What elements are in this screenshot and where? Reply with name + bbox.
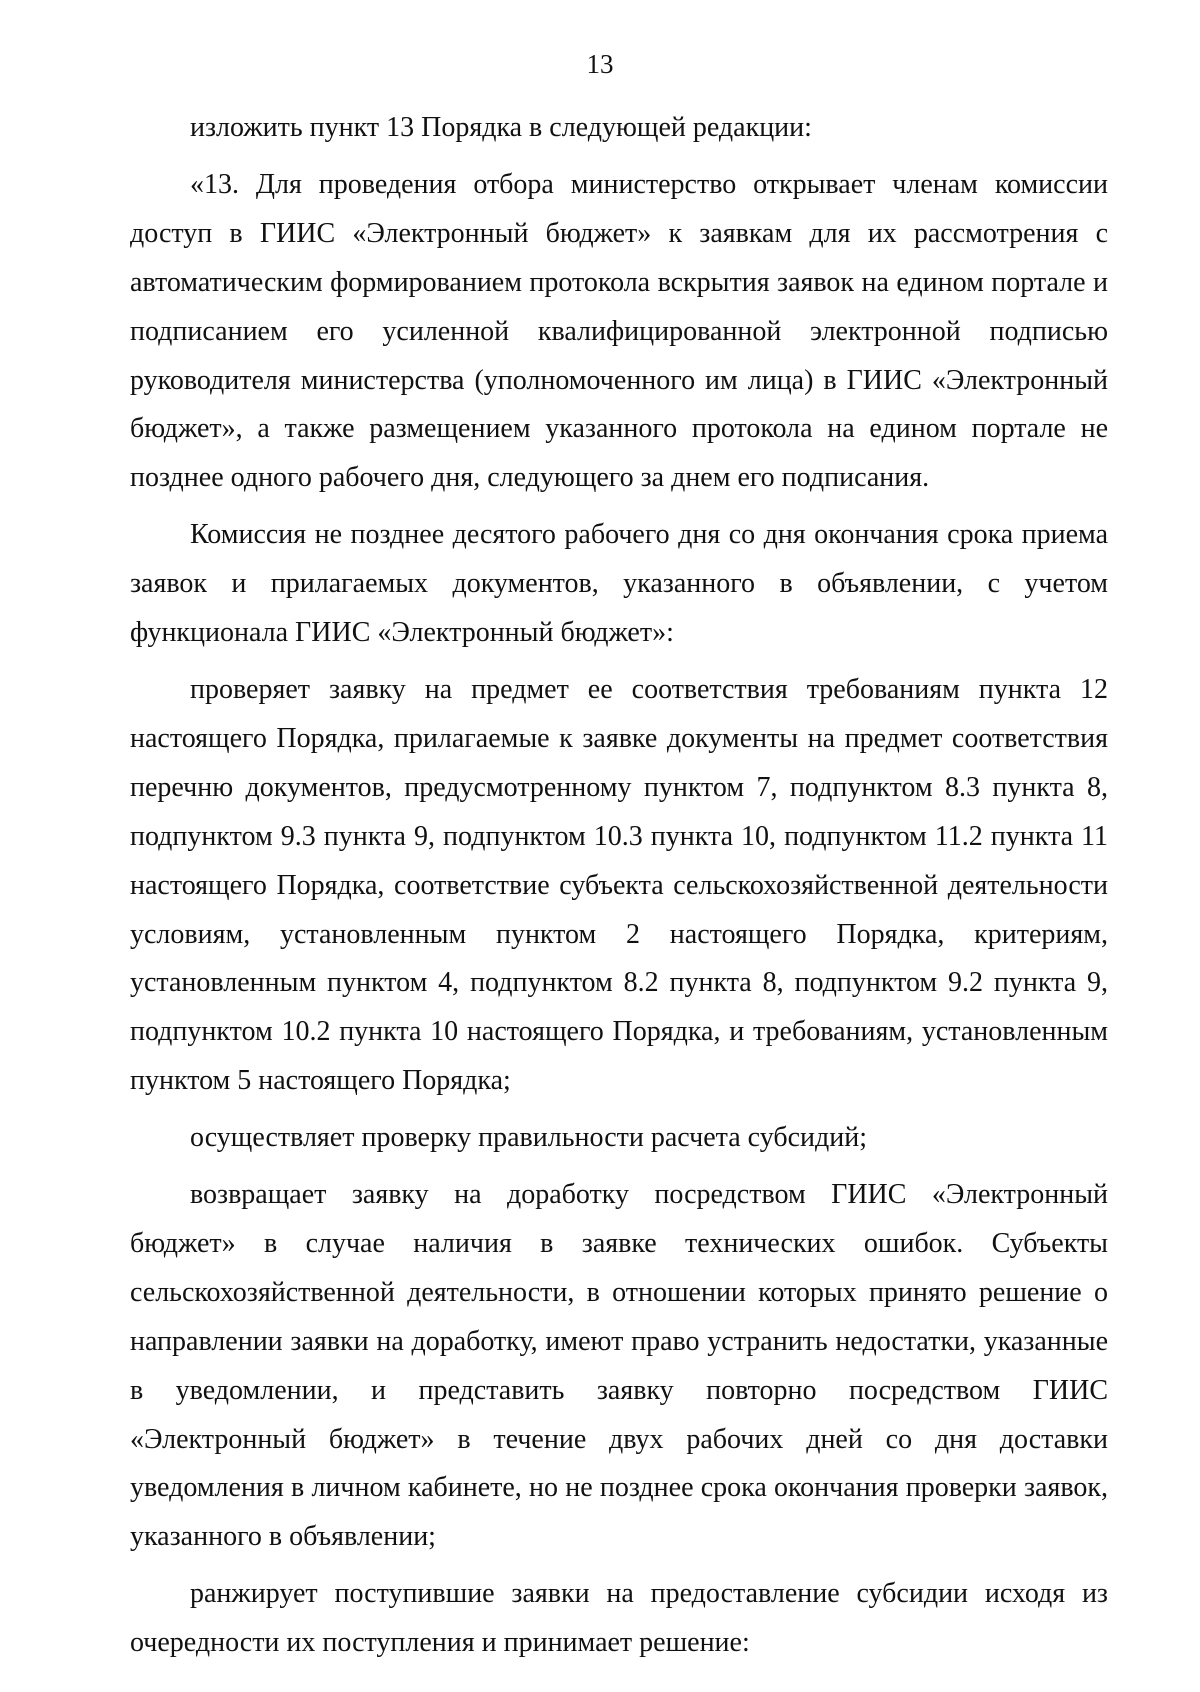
document-body [130,104,1108,1668]
paragraph-checks-calculation: осуществляет проверку правильности расчета субсидий; [190,1122,867,1154]
paragraph-returns-application: возвращает заявку на доработку посредством ГИИС «Электронный бюджет» в случае наличия в заявке технических ошибок. Субъекты сельскохозяйственной деятельности, в отношении которых принято решение о направлении заявки на доработку, имеют право устранить недостатки, указанные в уведомлении, и представить заявку повторно посредством ГИИС «Электронный бюджет» в течение двух рабочих дней со дня доставки уведомления в личном кабинете, но не позднее срока окончания проверки заявок, указанного в объявлении; [130,1179,1108,1553]
paragraph-checks-application: проверяет заявку на предмет ее соответствия требованиям пункта 12 настоящего Порядка, прилагаемые к заявке документы на предмет соответствия перечню документов, предусмотренному пунктом 7, подпунктом 8.3 пункта 8, подпунктом 9.3 пункта 9, подпунктом 10.3 пункта 10, подпунктом 11.2 пункта 11 настоящего Порядка, соответствие субъекта сельскохозяйственной деятельности условиям, установленным пунктом 2 настоящего Порядка, критериям, установленным пунктом 4, подпунктом 8.2 пункта 8, подпунктом 9.2 пункта 9, подпунктом 10.2 пункта 10 настоящего Порядка, и требованиям, установленным пунктом 5 настоящего Порядка; [130,673,1108,1097]
paragraph-commission-deadline: Комиссия не позднее десятого рабочего дня со дня окончания срока приема заявок и прилагаемых документов, указанного в объявлении, с учетом функционала ГИИС «Электронный бюджет»: [130,519,1108,649]
paragraph-item-13: «13. Для проведения отбора министерство открывает членам комиссии доступ в ГИИС «Электронный бюджет» к заявкам для их рассмотрения с автоматическим формированием протокола вскрытия заявок на едином портале и подписанием его усиленной квалифицированной электронной подписью руководителя министерства (уполномоченного им лица) в ГИИС «Электронный бюджет», а также размещением указанного протокола на едином портале не позднее одного рабочего дня, следующего за днем его подписания. [130,168,1108,494]
paragraph-ranks-applications: ранжирует поступившие заявки на предоставление субсидии исходя из очередности их поступления и принимает решение: [130,1578,1108,1659]
paragraph-intro: изложить пункт 13 Порядка в следующей редакции: [190,112,812,143]
page-number: 13 [586,49,614,79]
